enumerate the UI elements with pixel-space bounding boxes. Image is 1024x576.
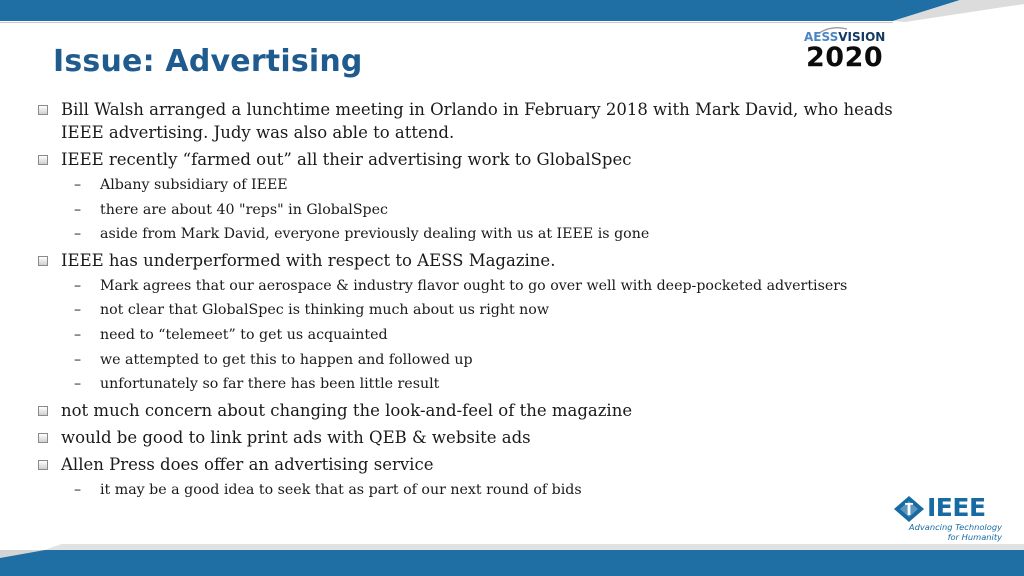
bullet-item (38, 148, 918, 171)
ieee-tagline (896, 522, 1002, 542)
square-bullet-icon (38, 433, 48, 443)
bullet-text: Bill Walsh arranged a lunchtime meeting in Orlando in February 2018 with Mark David, who heads IEEE advertising. Judy was also able to attend. (61, 100, 893, 142)
bullet-text: we attempted to get this to happen and followed up (100, 351, 473, 368)
bullet-item (38, 399, 918, 422)
square-bullet-icon (38, 256, 48, 266)
bullet-text: Allen Press does offer an advertising service (61, 454, 434, 474)
dash-icon: – (74, 351, 82, 368)
dash-icon: – (74, 376, 82, 393)
square-bullet-icon (38, 406, 48, 416)
bullet-text: IEEE has underperformed with respect to AESS Magazine. (61, 250, 556, 270)
bullet-text: there are about 40 "reps" in GlobalSpec (100, 201, 388, 218)
square-bullet-icon (38, 105, 48, 115)
dash-icon: – (74, 177, 82, 193)
sub-bullet-item (38, 480, 918, 500)
sub-bullet-item (38, 325, 918, 345)
ieee-tagline-line-1: Advancing Technology (908, 522, 1002, 532)
vision-word: VISION (838, 30, 886, 44)
bullet-text: not clear that GlobalSpec is thinking much about us right now (100, 302, 549, 319)
aess-vision-2020-logo (800, 26, 892, 78)
dash-icon: – (74, 481, 82, 498)
sub-bullet-item (38, 300, 918, 320)
ieee-diamond-icon (893, 495, 925, 523)
dash-icon: – (74, 201, 82, 218)
dash-icon: – (74, 326, 82, 343)
bullet-item (38, 98, 918, 144)
square-bullet-icon (38, 155, 48, 165)
bullet-text: Albany subsidiary of IEEE (100, 177, 288, 193)
bottom-banner (0, 544, 1024, 576)
sub-bullet-item (38, 224, 918, 244)
bullet-item (38, 426, 918, 449)
top-banner (0, 0, 1024, 26)
bullet-text: IEEE recently “farmed out” all their advertising work to GlobalSpec (61, 150, 632, 169)
bullet-list (38, 98, 918, 504)
dash-icon: – (74, 226, 82, 243)
sub-bullet-item (38, 374, 918, 394)
bullet-text: would be good to link print ads with QEB & website ads (61, 427, 531, 447)
bullet-text: it may be a good idea to seek that as part of our next round of bids (100, 481, 582, 498)
sub-bullet-item (38, 200, 918, 220)
aess-prefix: AESS (804, 30, 839, 44)
bullet-item (38, 453, 918, 476)
bullet-text: aside from Mark David, everyone previously dealing with us at IEEE is gone (100, 226, 650, 243)
ieee-wordmark: IEEE (927, 493, 986, 522)
bullet-text: Mark agrees that our aerospace & industry flavor ought to go over well with deep-pocketed advertisers (100, 277, 848, 294)
bullet-text: not much concern about changing the look-and-feel of the magazine (61, 400, 633, 420)
sub-bullet-item (38, 350, 918, 370)
dash-icon: – (74, 277, 82, 294)
sub-bullet-item (38, 175, 918, 195)
ieee-tagline-line-2: for Humanity (947, 532, 1002, 542)
slide-title: Issue: Advertising (53, 44, 363, 79)
bullet-item (38, 249, 918, 272)
bullet-text: need to “telemeet” to get us acquainted (100, 326, 388, 343)
sub-bullet-item (38, 276, 918, 296)
aess-year: 2020 (806, 42, 884, 73)
bullet-text: unfortunately so far there has been little result (100, 376, 440, 393)
dash-icon: – (74, 302, 82, 319)
square-bullet-icon (38, 460, 48, 470)
ieee-logo (893, 493, 1005, 543)
